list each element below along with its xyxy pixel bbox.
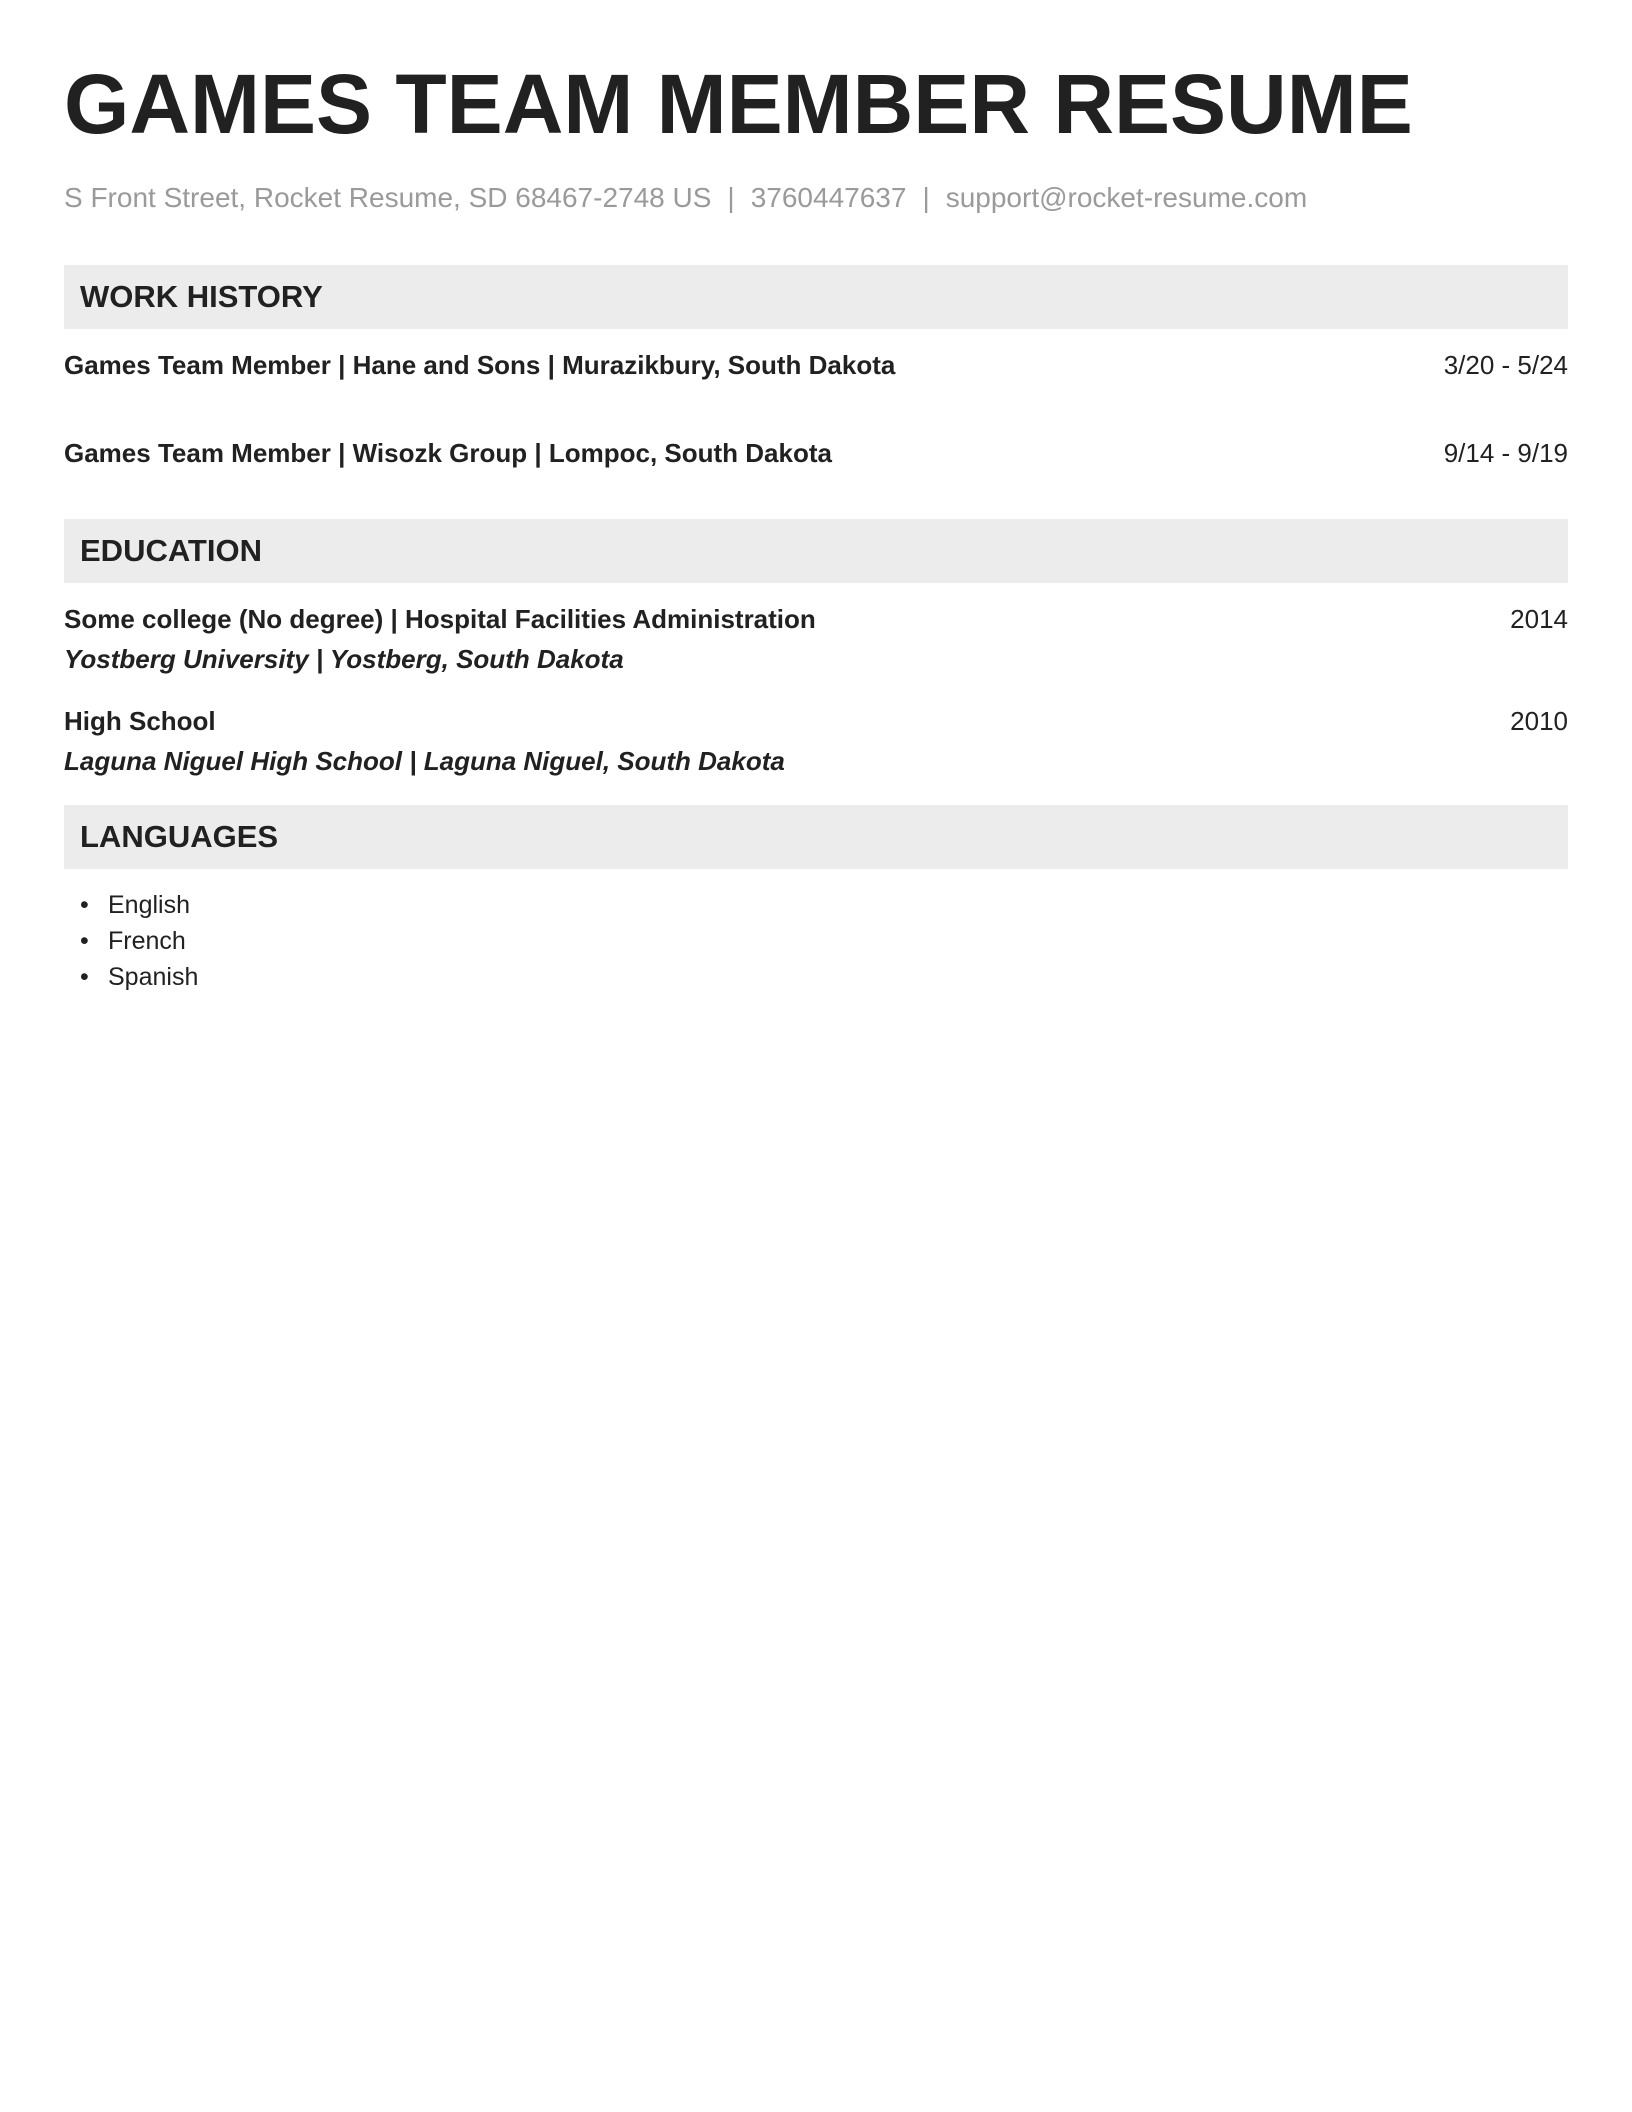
language-name: Spanish <box>108 963 199 991</box>
education-entry-header <box>64 603 1568 635</box>
education-year: 2014 <box>1510 604 1568 634</box>
education-entry <box>64 705 1568 777</box>
contact-separator: | <box>922 182 930 213</box>
bullet-icon: • <box>80 891 89 919</box>
education-school: Laguna Niguel High School | Laguna Niguel, South Dakota <box>64 746 785 776</box>
language-name: French <box>108 927 186 955</box>
contact-line <box>64 182 1568 214</box>
education-degree: Some college (No degree) | Hospital Facilities Administration <box>64 604 816 634</box>
contact-separator: | <box>727 182 735 213</box>
section-header-languages: LANGUAGES <box>64 805 1568 869</box>
education-year: 2010 <box>1510 706 1568 736</box>
contact-email: support@rocket-resume.com <box>945 182 1308 213</box>
work-entry-title: Games Team Member | Wisozk Group | Lompoc, South Dakota <box>64 438 832 468</box>
work-entry <box>64 437 1568 469</box>
work-entry-title: Games Team Member | Hane and Sons | Murazikbury, South Dakota <box>64 350 896 380</box>
resume-title: GAMES TEAM MEMBER RESUME <box>64 57 1413 151</box>
work-entry-dates: 9/14 - 9/19 <box>1443 438 1568 468</box>
bullet-icon: • <box>80 963 89 991</box>
education-school: Yostberg University | Yostberg, South Dakota <box>64 644 624 674</box>
contact-phone: 3760447637 <box>750 182 907 213</box>
contact-address: S Front Street, Rocket Resume, SD 68467-2748 US <box>64 182 712 213</box>
work-entry <box>64 349 1568 381</box>
list-item <box>80 887 1568 923</box>
section-header-work-history: WORK HISTORY <box>64 265 1568 329</box>
list-item <box>80 923 1568 959</box>
education-degree: High School <box>64 706 216 736</box>
work-entry-dates: 3/20 - 5/24 <box>1443 350 1568 380</box>
language-name: English <box>108 891 190 919</box>
education-entry <box>64 603 1568 675</box>
education-entry-header <box>64 705 1568 737</box>
section-header-education: EDUCATION <box>64 519 1568 583</box>
list-item <box>80 959 1568 995</box>
languages-list <box>64 887 1568 995</box>
bullet-icon: • <box>80 927 89 955</box>
